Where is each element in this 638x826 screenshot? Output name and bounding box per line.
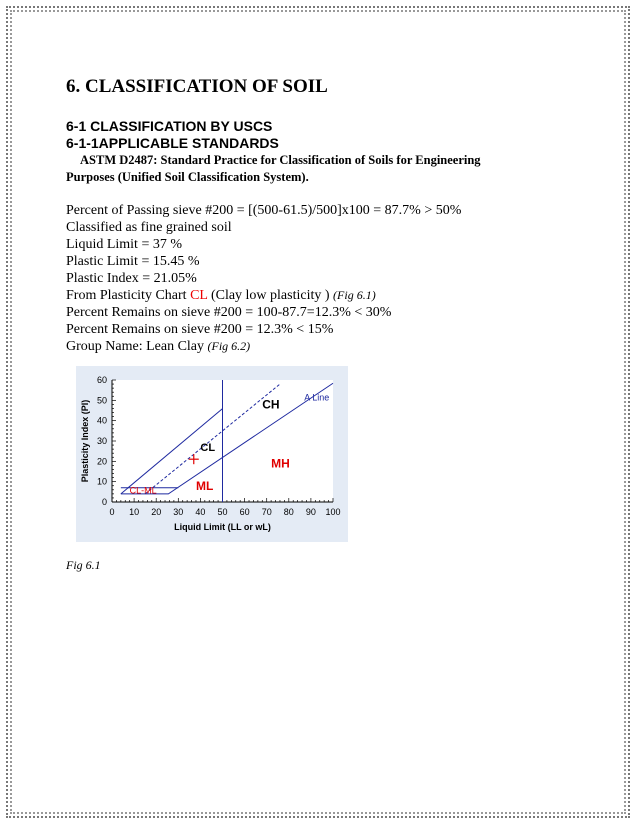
- chart-fig-ref: (Fig 6.1): [333, 288, 376, 302]
- region-label-mh: MH: [271, 456, 290, 471]
- standard-line-2: Purposes (Unified Soil Classification System).: [66, 170, 309, 184]
- plastic-limit-line: Plastic Limit = 15.45 %: [66, 254, 200, 269]
- region-label-cl: CL: [200, 442, 216, 455]
- x-tick-label: 50: [217, 507, 228, 517]
- figure-caption: Fig 6.1: [66, 558, 101, 572]
- x-tick-label: 90: [305, 507, 316, 517]
- y-tick-label: 40: [96, 415, 107, 426]
- y-tick-label: 50: [96, 395, 107, 406]
- y-axis-label: Plasticity Index (PI): [80, 399, 90, 483]
- subsubsection-heading: 6-1-1APPLICABLE STANDARDS: [66, 135, 279, 151]
- x-axis-label: Liquid Limit (LL or wL): [174, 522, 271, 532]
- y-tick-label: 10: [96, 476, 107, 487]
- section-heading: 6. CLASSIFICATION OF SOIL: [66, 76, 328, 97]
- group-name-line: [66, 339, 250, 355]
- standard-line-1: ASTM D2487: Standard Practice for Classification of Soils for Engineering: [80, 153, 481, 167]
- x-tick-label: 0: [109, 507, 115, 517]
- remains-line-1: Percent Remains on sieve #200 = 100-87.7=12.3% < 30%: [66, 305, 392, 320]
- y-tick-label: 30: [96, 436, 107, 446]
- subsection-heading: 6-1 CLASSIFICATION BY USCS: [66, 118, 273, 134]
- region-label-ch: CH: [262, 397, 280, 412]
- x-tick-label: 60: [239, 507, 250, 517]
- plasticity-chart: [76, 366, 348, 542]
- x-tick-label: 40: [195, 507, 206, 517]
- group-fig-ref: (Fig 6.2): [207, 339, 251, 353]
- x-tick-label: 70: [261, 507, 272, 517]
- chart-mid: (Clay low plasticity ): [207, 288, 334, 303]
- y-tick-label: 0: [101, 497, 107, 507]
- group-prefix: Group Name: Lean Clay: [66, 339, 208, 354]
- x-tick-label: 20: [151, 507, 162, 517]
- region-label-cl-ml: CL-ML: [129, 485, 157, 496]
- region-label-ml: ML: [195, 478, 214, 493]
- cl-label: CL: [190, 288, 208, 303]
- liquid-limit-line: Liquid Limit = 37 %: [66, 237, 182, 252]
- x-tick-label: 80: [283, 507, 294, 517]
- x-tick-label: 100: [325, 507, 341, 517]
- x-tick-label: 30: [173, 507, 184, 517]
- chart-prefix: From Plasticity Chart: [66, 288, 191, 303]
- plasticity-chart-line: [66, 288, 376, 304]
- remains-line-2: Percent Remains on sieve #200 = 12.3% < 15%: [66, 322, 334, 337]
- x-tick-label: 10: [129, 507, 140, 517]
- y-tick-label: 20: [96, 456, 107, 467]
- classified-line: Classified as fine grained soil: [66, 220, 232, 235]
- plastic-index-line: Plastic Index = 21.05%: [66, 271, 197, 286]
- region-label-a-line: A Line: [304, 392, 330, 403]
- passing-line: Percent of Passing sieve #200 = [(500-61.5)/500]x100 = 87.7% > 50%: [66, 203, 462, 218]
- y-tick-label: 60: [96, 375, 107, 385]
